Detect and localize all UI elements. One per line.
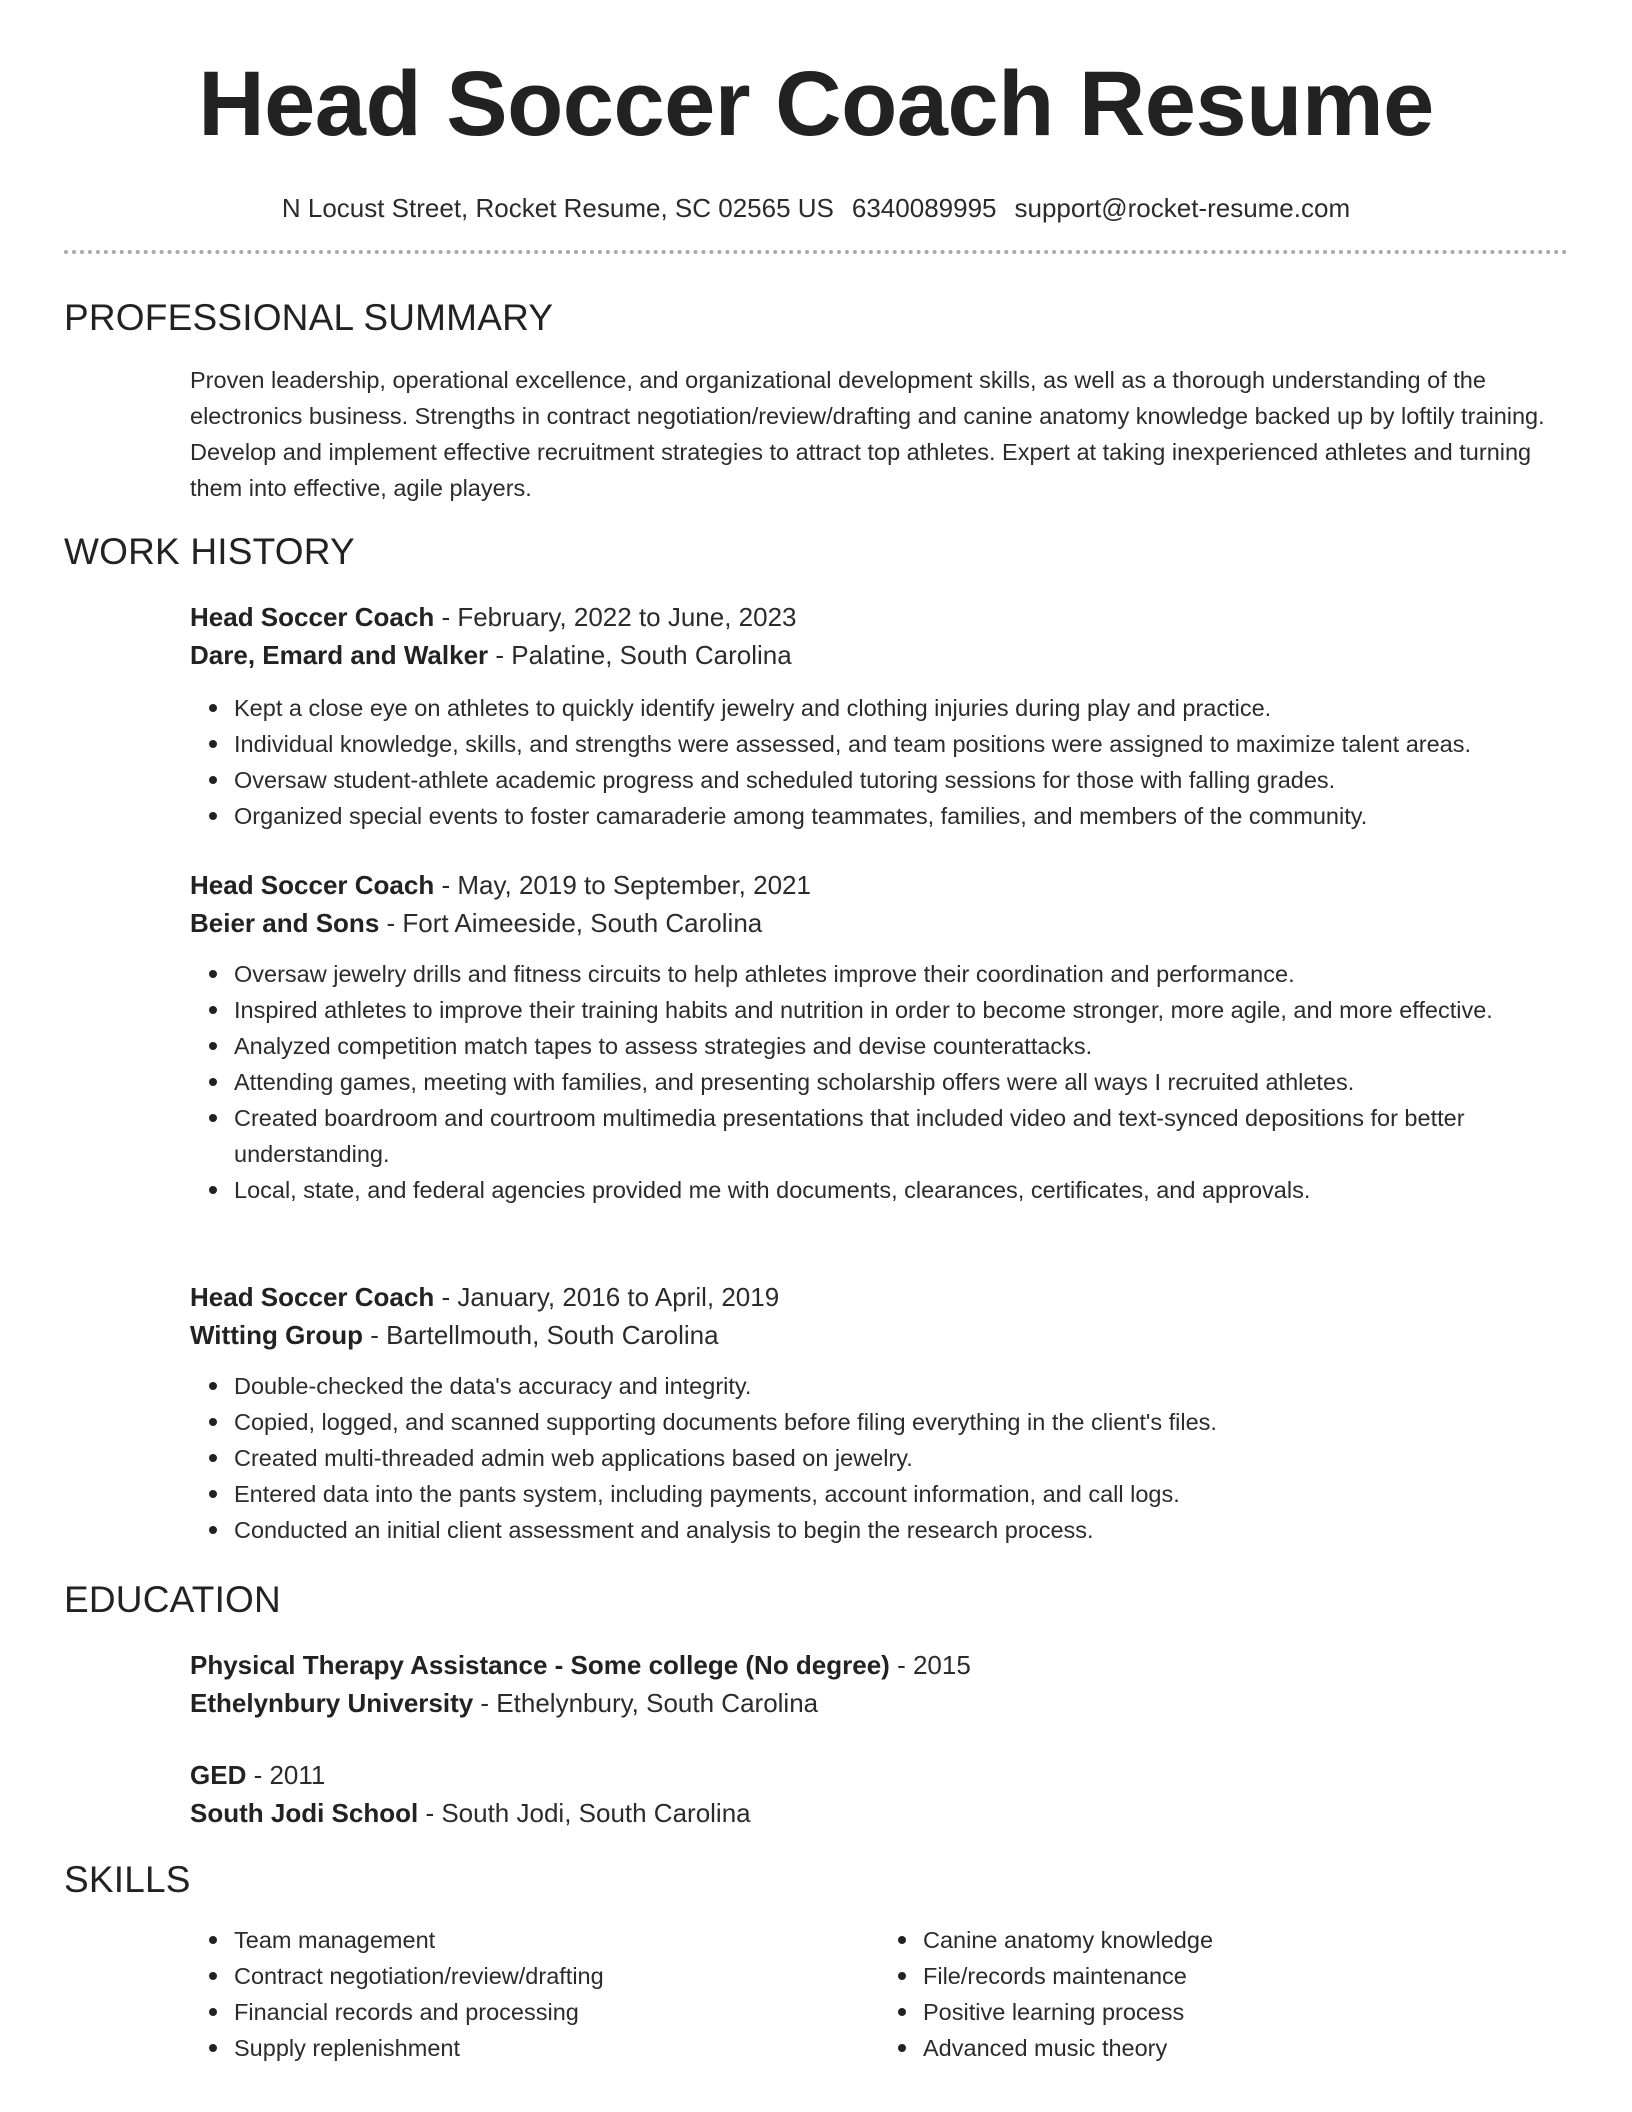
bullet-item: Analyzed competition match tapes to assess strategies and devise counterattacks.: [234, 1028, 1568, 1064]
job-title-line: [190, 866, 1568, 904]
summary-heading: PROFESSIONAL SUMMARY: [64, 297, 554, 338]
job-title-line: [190, 1278, 1568, 1316]
skill-item: Positive learning process: [923, 1994, 1568, 2030]
job-entry: [190, 1278, 1568, 1548]
bullet-item: Kept a close eye on athletes to quickly identify jewelry and clothing injuries during play and practice.: [234, 690, 1568, 726]
job-company: Beier and Sons: [190, 908, 380, 938]
skill-item: Financial records and processing: [234, 1994, 879, 2030]
skills-column-right: [879, 1922, 1568, 2066]
education-entry: [190, 1646, 1568, 1722]
job-bullets: [190, 1368, 1568, 1548]
job-entry: [190, 598, 1568, 834]
skill-item: Contract negotiation/review/drafting: [234, 1958, 879, 1994]
job-dates: - February, 2022 to June, 2023: [434, 602, 797, 632]
job-company: Witting Group: [190, 1320, 364, 1350]
bullet-item: Individual knowledge, skills, and strengths were assessed, and team positions were assigned to maximize talent areas.: [234, 726, 1568, 762]
edu-year: - 2015: [889, 1650, 971, 1680]
bullet-item: Entered data into the pants system, including payments, account information, and call logs.: [234, 1476, 1568, 1512]
job-company-line: [190, 1316, 1568, 1354]
bullet-item: Conducted an initial client assessment and analysis to begin the research process.: [234, 1512, 1568, 1548]
job-bullets: [190, 690, 1568, 834]
contact-address: N Locust Street, Rocket Resume, SC 02565 US: [281, 193, 834, 223]
job-role: Head Soccer Coach: [190, 1282, 435, 1312]
edu-school: South Jodi School: [190, 1798, 419, 1828]
job-role: Head Soccer Coach: [190, 870, 435, 900]
bullet-item: Copied, logged, and scanned supporting documents before filing everything in the client's files.: [234, 1404, 1568, 1440]
education-heading: EDUCATION: [64, 1579, 281, 1620]
edu-degree: GED: [190, 1760, 247, 1790]
job-bullets: [190, 956, 1568, 1208]
skill-item: Supply replenishment: [234, 2030, 879, 2066]
edu-year: - 2011: [246, 1760, 326, 1790]
contact-email: support@rocket-resume.com: [1014, 193, 1351, 223]
header-divider: [64, 250, 1568, 254]
skills-column-left: [190, 1922, 879, 2066]
skill-item: File/records maintenance: [923, 1958, 1568, 1994]
job-location: - Bartellmouth, South Carolina: [363, 1320, 719, 1350]
skills-section: [190, 1922, 1568, 2066]
skill-item: Team management: [234, 1922, 879, 1958]
work-history-heading: WORK HISTORY: [64, 531, 355, 572]
bullet-item: Inspired athletes to improve their training habits and nutrition in order to become stronger, more agile, and more effective.: [234, 992, 1568, 1028]
job-company: Dare, Emard and Walker: [190, 640, 489, 670]
edu-school-line: [190, 1794, 1568, 1832]
bullet-item: Oversaw student-athlete academic progress and scheduled tutoring sessions for those with falling grades.: [234, 762, 1568, 798]
bullet-item: Local, state, and federal agencies provided me with documents, clearances, certificates, and approvals.: [234, 1172, 1568, 1208]
job-company-line: [190, 904, 1568, 942]
skill-item: Canine anatomy knowledge: [923, 1922, 1568, 1958]
bullet-item: Oversaw jewelry drills and fitness circuits to help athletes improve their coordination and performance.: [234, 956, 1568, 992]
job-location: - Palatine, South Carolina: [488, 640, 792, 670]
bullet-item: Attending games, meeting with families, and presenting scholarship offers were all ways I recruited athletes.: [234, 1064, 1568, 1100]
skills-heading: SKILLS: [64, 1859, 191, 1900]
contact-phone: 6340089995: [851, 193, 997, 223]
bullet-item: Organized special events to foster camaraderie among teammates, families, and members of the community.: [234, 798, 1568, 834]
edu-school-line: [190, 1684, 1568, 1722]
job-dates: - May, 2019 to September, 2021: [434, 870, 811, 900]
contact-line: [64, 192, 1568, 224]
bullet-item: Created multi-threaded admin web applications based on jewelry.: [234, 1440, 1568, 1476]
edu-degree: Physical Therapy Assistance - Some college (No degree): [190, 1650, 890, 1680]
job-dates: - January, 2016 to April, 2019: [434, 1282, 780, 1312]
bullet-item: Double-checked the data's accuracy and integrity.: [234, 1368, 1568, 1404]
summary-section: [190, 362, 1568, 506]
edu-degree-line: [190, 1756, 1568, 1794]
edu-degree-line: [190, 1646, 1568, 1684]
resume-title: Head Soccer Coach Resume: [198, 53, 1434, 155]
edu-location: - Ethelynbury, South Carolina: [473, 1688, 819, 1718]
job-company-line: [190, 636, 1568, 674]
resume-header: [64, 52, 1568, 224]
job-title-line: [190, 598, 1568, 636]
edu-school: Ethelynbury University: [190, 1688, 474, 1718]
job-role: Head Soccer Coach: [190, 602, 435, 632]
job-entry: [190, 866, 1568, 1208]
skill-item: Advanced music theory: [923, 2030, 1568, 2066]
edu-location: - South Jodi, South Carolina: [418, 1798, 751, 1828]
bullet-item: Created boardroom and courtroom multimedia presentations that included video and text-synced depositions for better understanding.: [234, 1100, 1568, 1172]
education-entry: [190, 1756, 1568, 1832]
job-location: - Fort Aimeeside, South Carolina: [379, 908, 763, 938]
summary-text: Proven leadership, operational excellence, and organizational development skills, as well as a thorough understanding of the electronics business. Strengths in contract negotiation/review/drafting and canine anatomy knowledge backed up by loftily training. Develop and implement effective recruitment strategies to attract top athletes. Expert at taking inexperienced athletes and turning them into effective, agile players.: [190, 367, 1545, 501]
